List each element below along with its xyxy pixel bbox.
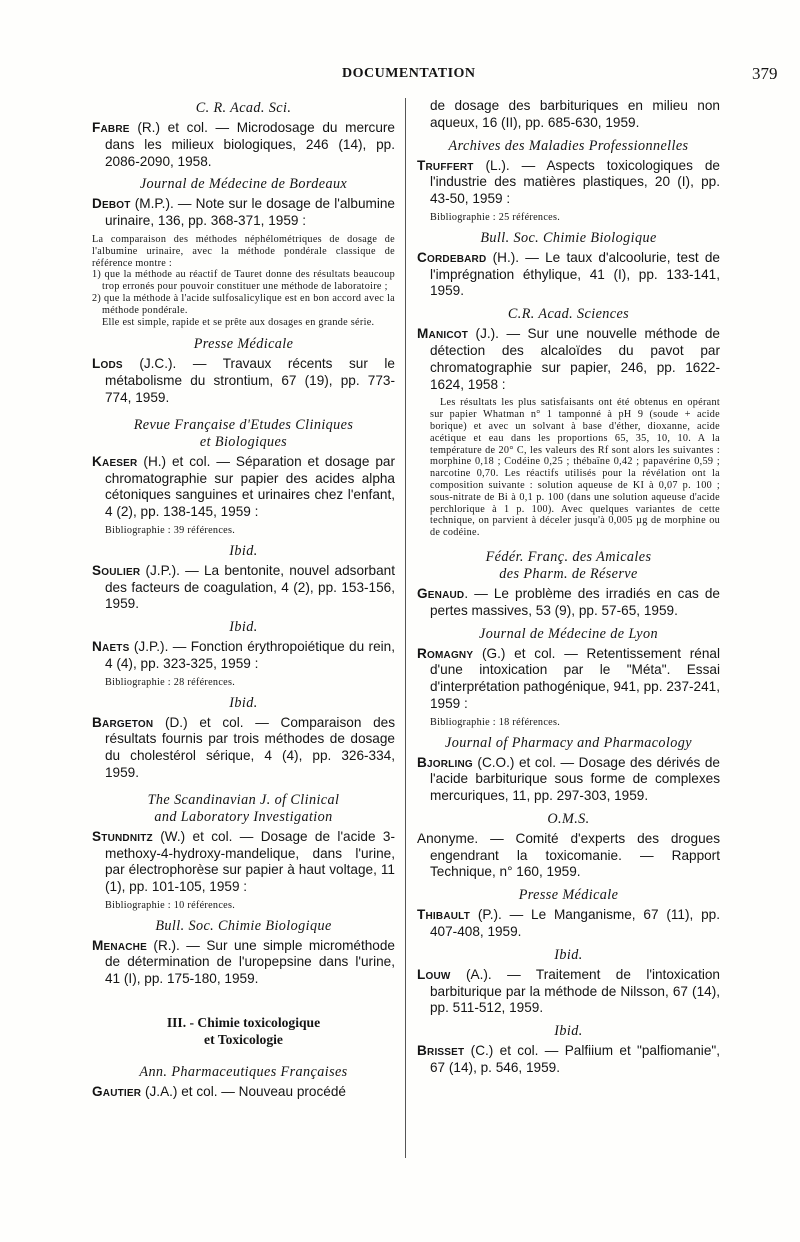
reference-continuation <box>417 98 720 132</box>
journal-heading: Revue Française d'Etudes Cliniques <box>133 416 354 433</box>
section-heading-line1: III. - Chimie toxicologique <box>166 1015 321 1031</box>
journal-heading: Ibid. <box>554 946 583 963</box>
reference-entry <box>417 646 720 713</box>
reference-entry <box>417 755 720 805</box>
reference-entry <box>92 454 395 521</box>
reference-text: (M.P.). — Note sur le dosage de l'albumine urinaire, 136, pp. 368-371, 1959 : <box>105 196 395 229</box>
author-name: Soulier <box>92 562 141 578</box>
journal-heading: C. R. Acad. Sci. <box>195 100 292 116</box>
journal-heading: Journal de Médecine de Lyon <box>479 625 658 642</box>
journal-heading: Ibid. <box>229 542 258 559</box>
reference-entry <box>92 639 395 673</box>
author-name: Fabre <box>92 120 130 135</box>
reference-entry <box>92 563 395 613</box>
page-number: 379 <box>752 64 778 83</box>
reference-entry <box>417 326 720 393</box>
author-name: Naets <box>92 639 130 655</box>
page-header <box>0 66 800 86</box>
author-name: Brisset <box>417 1043 465 1059</box>
note-paragraph: La comparaison des méthodes néphélométriques de dosage de l'albumine urinaire, avec la méthode pondérale classique de référence montre : <box>92 233 395 269</box>
reference-entry <box>92 356 395 406</box>
reference-entry <box>417 158 720 208</box>
column-divider <box>405 98 406 1158</box>
reference-text: (J.P.). — Fonction érythropoiétique du rein, 4 (4), pp. 323-325, 1959 : <box>105 639 395 671</box>
author-name: Bargeton <box>92 714 154 730</box>
note-item: 2) que la méthode à l'acide sulfosalicylique est en bon accord avec la méthode pondérale. <box>92 292 395 316</box>
reference-text: (A.). — Traitement de l'intoxication barbiturique par la méthode de Nilsson, 67 (14), pp. 511-512, 1959. <box>430 966 720 1016</box>
author-name: Thibault <box>417 907 471 923</box>
journal-heading: Ann. Pharmaceutiques Françaises <box>139 1064 348 1081</box>
journal-heading: The Scandinavian J. of Clinical <box>147 791 340 808</box>
running-title: DOCUMENTATION <box>342 66 476 81</box>
journal-heading: Presse Médicale <box>193 336 294 353</box>
reference-entry <box>92 938 395 988</box>
author-name: Romagny <box>417 645 474 661</box>
bibliography-count: Bibliographie : 10 références. <box>105 899 236 911</box>
reference-entry <box>92 829 395 896</box>
section-heading-line2: et Toxicologie <box>204 1032 283 1048</box>
reference-text: (R.) et col. — Microdosage du mercure dans les milieux biologiques, 246 (14), pp. 2086-2090, 1958. <box>105 120 395 169</box>
reference-text: (D.) et col. — Comparaison des résultats fournis par trois méthodes de dosage du cholestérol sérique, 4 (4), pp. 326-334, 1959. <box>105 714 395 780</box>
author-name: Stundnitz <box>92 828 153 844</box>
journal-heading: Journal de Médecine de Bordeaux <box>139 176 348 193</box>
reference-text: (C.O.) et col. — Dosage des dérivés de l'acide barbiturique sous forme de complexes mercuriques, 11, pp. 297-303, 1959. <box>430 754 720 804</box>
reference-text: . — Le problème des irradiés en cas de pertes massives, 53 (9), pp. 57-65, 1959. <box>430 585 720 618</box>
author-name: Gautier <box>92 1084 142 1100</box>
journal-heading-line2: et Biologiques <box>199 433 288 450</box>
section-heading <box>92 1014 395 1048</box>
reference-entry <box>92 715 395 782</box>
reference-text: (P.). — Le Manganisme, 67 (11), pp. 407-408, 1959. <box>430 907 720 940</box>
reference-text: (J.A.) et col. — Nouveau procédé <box>141 1084 346 1100</box>
right-column <box>417 98 720 1081</box>
author-name: Menache <box>92 937 147 953</box>
journal-heading: C.R. Acad. Sciences <box>507 306 630 323</box>
reference-entry <box>417 586 720 620</box>
bibliography-count: Bibliographie : 28 références. <box>105 676 236 688</box>
reference-entry <box>417 907 720 941</box>
journal-heading: Bull. Soc. Chimie Biologique <box>155 917 332 934</box>
reference-entry <box>92 196 395 230</box>
author-name: Debot <box>92 196 131 212</box>
journal-heading-line2: and Laboratory Investigation <box>154 808 333 825</box>
reference-text: (C.) et col. — Palfiium et "palfiomanie", 67 (14), p. 546, 1959. <box>430 1043 720 1076</box>
bibliography-count: Bibliographie : 25 références. <box>430 211 561 223</box>
reference-text: (H.) et col. — Séparation et dosage par chromatographie sur papier des acides alpha cétoniques sanguines et urinaires chez l'enfant, 4 (2), pp. 138-145, 1959 : <box>105 453 395 520</box>
reference-entry <box>92 120 395 170</box>
author-name: Truffert <box>417 157 474 173</box>
reference-text: (J.). — Sur une nouvelle méthode de détection des alcaloïdes du pavot par chromatographie sur papier, 246, pp. 1622-1624, 1958 : <box>430 326 720 392</box>
author-name: Manicot <box>417 326 469 342</box>
author-name: Louw <box>417 966 451 982</box>
reference-text: de dosage des barbituriques en milieu non aqueux, 16 (II), pp. 685-630, 1959. <box>430 98 720 130</box>
journal-heading: Ibid. <box>554 1023 583 1040</box>
author-name: Bjorling <box>417 754 473 770</box>
author-name: Kaeser <box>92 453 138 469</box>
reference-entry <box>417 967 720 1017</box>
author-name: Cordebard <box>417 249 487 265</box>
journal-heading: Journal of Pharmacy and Pharmacology <box>445 734 692 751</box>
journal-heading: Bull. Soc. Chimie Biologique <box>480 229 657 246</box>
reference-entry <box>417 831 720 881</box>
reference-text: (L.). — Aspects toxicologiques de l'industrie des matières plastiques, 20 (I), pp. 43-50, 1959 : <box>430 157 720 207</box>
bibliography-count: Bibliographie : 39 références. <box>105 524 236 536</box>
note-paragraph: Elle est simple, rapide et se prête aux dosages en grande série. <box>102 316 375 328</box>
journal-heading: Presse Médicale <box>518 887 619 904</box>
reference-text: (W.) et col. — Dosage de l'acide 3-methoxy-4-hydroxy-mandelique, dans l'urine, par électrophorèse sur papier à haut voltage, 11 (1), pp. 101-105, 1959 : <box>105 828 395 895</box>
reference-entry <box>417 1043 720 1077</box>
reference-text: (R.). — Sur une simple microméthode de détermination de l'uropepsine dans l'urine, 41 (I), pp. 175-180, 1959. <box>105 937 395 987</box>
reference-text: (G.) et col. — Retentissement rénal d'une intoxication par le "Méta". Essai d'interprétation pathogénique, 941, pp. 237-241, 1959 : <box>430 645 720 711</box>
left-column <box>92 98 395 1105</box>
author-name: Genaud <box>417 585 465 601</box>
author-name: Lods <box>92 356 123 372</box>
journal-heading-line2: des Pharm. de Réserve <box>499 565 638 582</box>
reference-text: (J.C.). — Travaux récents sur le métabolisme du strontium, 67 (19), pp. 773-774, 1959. <box>105 356 395 405</box>
reference-text: (H.). — Le taux d'alcoolurie, test de l'imprégnation éthylique, 41 (I), pp. 133-141, 1959. <box>430 249 720 299</box>
reference-entry <box>92 1084 395 1101</box>
journal-heading: O.M.S. <box>547 810 590 827</box>
reference-text: Anonyme. — Comité d'experts des drogues engendrant la toxicomanie. — Rapport Technique, n° 160, 1959. <box>417 830 720 880</box>
reference-entry <box>417 250 720 300</box>
abstract-note: Les résultats les plus satisfaisants ont été obtenus en opérant sur papier Whatman n° 1 tamponné à pH 9 (soude + acide borique) et avec un solvant à base d'éther, dioxanne, acide acétique et eau dans les proportions 65, 35, 10, 10. A la température de 20° C, les valeurs des Rf sont alors les suivantes : morphine 0,18 ; Codéine 0,25 ; thébaïne 0,42 ; papavérine 0,59 ; narcotine 0,70. Les réactifs utilisés pour la révélation ont la composition suivante : solution aqueuse de KI à 0,07 p. 100 ; sous-nitrate de Bi à 0,1 p. 100 (dans une solution aqueuse d'acide perchlorique à 1 p. 100). Avec quelques variantes de cette technique, on parvient à déceler jusqu'à 0,005 µg de morphine ou de codéine. <box>430 397 720 539</box>
journal-heading: Archives des Maladies Professionnelles <box>448 137 689 154</box>
journal-heading: Fédér. Franç. des Amicales <box>485 548 652 565</box>
note-item: 1) que la méthode au réactif de Tauret donne des résultats beaucoup trop erronés pour pouvoir constituer une méthode de laboratoire ; <box>92 269 395 293</box>
journal-heading: Ibid. <box>229 694 258 711</box>
bibliography-count: Bibliographie : 18 références. <box>430 716 561 728</box>
journal-heading: Ibid. <box>229 619 258 636</box>
abstract-note <box>92 234 395 328</box>
reference-text: (J.P.). — La bentonite, nouvel adsorbant des facteurs de coagulation, 4 (2), pp. 153-156, 1959. <box>105 562 395 612</box>
